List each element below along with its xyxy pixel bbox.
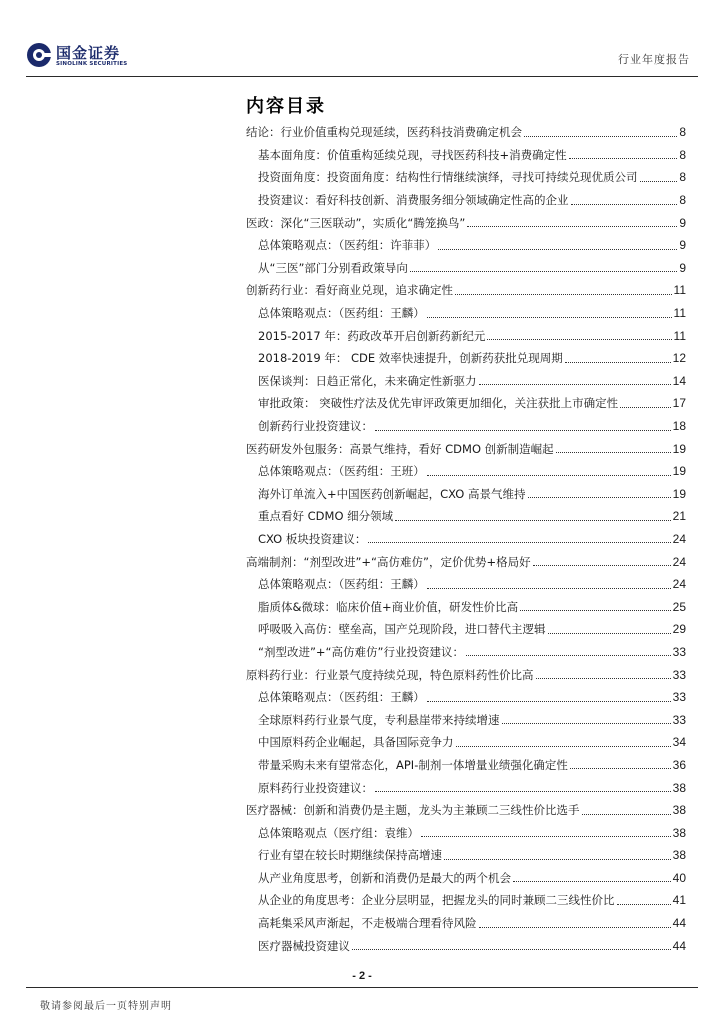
toc-subsection-entry[interactable] xyxy=(246,889,686,912)
toc-subsection-entry[interactable] xyxy=(246,234,686,257)
toc-leader-dots xyxy=(427,588,671,589)
toc-page-number: 11 xyxy=(673,306,686,321)
toc-entry-title: 原料药行业投资建议： xyxy=(258,780,373,795)
toc-subsection-entry[interactable] xyxy=(246,528,686,551)
toc-page-number: 29 xyxy=(672,622,686,637)
toc-subsection-entry[interactable] xyxy=(246,731,686,754)
toc-page-number: 9 xyxy=(679,238,686,253)
toc-subsection-entry[interactable] xyxy=(246,302,686,325)
toc-page-number: 33 xyxy=(672,712,686,727)
toc-leader-dots xyxy=(368,542,670,543)
toc-entry-title: 2018-2019 年： CDE 效率快速提升，创新药获批兑现周期 xyxy=(258,351,563,366)
toc-section-entry[interactable] xyxy=(246,211,686,234)
footer-divider xyxy=(26,987,698,988)
toc-page-number: 33 xyxy=(672,667,686,682)
toc-entry-title: 带量采购未来有望常态化，API-制剂一体增量业绩强化确定性 xyxy=(258,757,568,772)
toc-leader-dots xyxy=(479,927,671,928)
toc-page-number: 8 xyxy=(679,193,686,208)
toc-section-entry[interactable] xyxy=(246,663,686,686)
toc-entry-title: 创新药行业投资建议： xyxy=(258,419,373,434)
toc-leader-dots xyxy=(620,407,670,408)
toc-entry-title: 创新药行业：看好商业兑现，追求确定性 xyxy=(246,283,453,298)
toc-section-entry[interactable] xyxy=(246,279,686,302)
toc-entry-title: 总体策略观点：（医药组：许菲菲） xyxy=(258,238,437,253)
toc-entry-title: 结论：行业价值重构兑现延续，医药科技消费确定机会 xyxy=(246,125,522,140)
toc-leader-dots xyxy=(533,565,671,566)
toc-entry-title: 从“三医”部门分别看政策导向 xyxy=(258,260,408,275)
toc-page-number: 14 xyxy=(672,373,686,388)
toc-page-number: 44 xyxy=(672,938,686,953)
toc-entry-title: 行业有望在较长时期继续保持高增速 xyxy=(258,848,442,863)
toc-leader-dots xyxy=(528,497,671,498)
toc-page-number: 9 xyxy=(679,260,686,275)
toc-entry-title: 医保谈判：日趋正常化，未来确定性新驱力 xyxy=(258,373,477,388)
toc-page-number: 12 xyxy=(672,351,686,366)
toc-leader-dots xyxy=(479,384,671,385)
toc-subsection-entry[interactable] xyxy=(246,415,686,438)
toc-page-number: 18 xyxy=(672,419,686,434)
toc-leader-dots xyxy=(520,610,671,611)
toc-entry-title: 从企业的角度思考：企业分层明显，把握龙头的同时兼顾二三线性价比 xyxy=(258,893,615,908)
toc-entry-title: 原料药行业：行业景气度持续兑现，特色原料药性价比高 xyxy=(246,667,534,682)
toc-entry-title: “剂型改进”+“高仿难仿”行业投资建议： xyxy=(258,644,464,659)
toc-leader-dots xyxy=(456,746,671,747)
toc-subsection-entry[interactable] xyxy=(246,257,686,280)
toc-page-number: 40 xyxy=(672,870,686,885)
toc-subsection-entry[interactable] xyxy=(246,144,686,167)
toc-page-number: 11 xyxy=(673,283,686,298)
toc-page-number: 19 xyxy=(672,486,686,501)
toc-entry-title: 海外订单流入+中国医药创新崛起，CXO 高景气维持 xyxy=(258,486,526,501)
toc-page-number: 17 xyxy=(672,396,686,411)
toc-subsection-entry[interactable] xyxy=(246,821,686,844)
toc-entry-title: 从产业角度思考，创新和消费仍是最大的两个机会 xyxy=(258,870,511,885)
toc-page-number: 19 xyxy=(672,464,686,479)
toc-subsection-entry[interactable] xyxy=(246,392,686,415)
header-divider xyxy=(26,76,698,77)
toc-subsection-entry[interactable] xyxy=(246,776,686,799)
toc-title: 内容目录 xyxy=(246,96,326,117)
toc-entry-title: 总体策略观点：（医药组：王麟） xyxy=(258,577,425,592)
toc-leader-dots xyxy=(487,339,671,340)
toc-entry-title: 脂质体&微球：临床价值+商业价值，研发性价比高 xyxy=(258,599,519,614)
toc-page-number: 38 xyxy=(672,825,686,840)
toc-leader-dots xyxy=(502,723,671,724)
toc-entry-title: 高耗集采风声渐起，不走极端合理看待风险 xyxy=(258,916,477,931)
toc-page-number: 33 xyxy=(672,690,686,705)
toc-subsection-entry[interactable] xyxy=(246,166,686,189)
toc-page-number: 8 xyxy=(679,125,686,140)
toc-entry-title: 中国原料药企业崛起，具备国际竞争力 xyxy=(258,735,454,750)
toc-leader-dots xyxy=(513,881,671,882)
toc-page-number: 25 xyxy=(672,599,686,614)
toc-page-number: 38 xyxy=(672,803,686,818)
toc-entry-title: 重点看好 CDMO 细分领域 xyxy=(258,509,394,524)
toc-leader-dots xyxy=(375,791,671,792)
toc-subsection-entry[interactable] xyxy=(246,867,686,890)
toc-page-number: 33 xyxy=(672,644,686,659)
toc-section-entry[interactable] xyxy=(246,437,686,460)
toc-page-number: 24 xyxy=(672,577,686,592)
toc-leader-dots xyxy=(556,452,671,453)
toc-entry-title: 医药研发外包服务：高景气维持，看好 CDMO 创新制造崛起 xyxy=(246,441,554,456)
toc-page-number: 41 xyxy=(672,893,686,908)
toc-leader-dots xyxy=(410,271,677,272)
toc-leader-dots xyxy=(571,204,678,205)
toc-entry-title: 投资建议：看好科技创新、消费服务细分领域确定性高的企业 xyxy=(258,193,569,208)
page-header xyxy=(26,36,698,78)
toc-page-number: 8 xyxy=(679,147,686,162)
toc-page-number: 24 xyxy=(672,531,686,546)
toc-subsection-entry[interactable] xyxy=(246,595,686,618)
toc-subsection-entry[interactable] xyxy=(246,686,686,709)
toc-page-number: 38 xyxy=(672,848,686,863)
toc-entry-title: 总体策略观点：（医药组：王麟） xyxy=(258,306,425,321)
toc-leader-dots xyxy=(640,181,678,182)
toc-subsection-entry[interactable] xyxy=(246,641,686,664)
toc-leader-dots xyxy=(569,158,678,159)
toc-leader-dots xyxy=(565,362,671,363)
toc-section-entry[interactable] xyxy=(246,799,686,822)
toc-leader-dots xyxy=(427,475,671,476)
toc-entry-title: 全球原料药行业景气度，专利悬崖带来持续增速 xyxy=(258,712,500,727)
report-type-label: 行业年度报告 xyxy=(618,53,690,66)
toc-page-number: 36 xyxy=(672,757,686,772)
toc-entry-title: 总体策略观点：（医药组：王麟） xyxy=(258,690,425,705)
toc-leader-dots xyxy=(617,904,671,905)
toc-entry-title: 总体策略观点：（医药组：王班） xyxy=(258,464,425,479)
toc-subsection-entry[interactable] xyxy=(246,460,686,483)
toc-entry-title: 医疗器械：创新和消费仍是主题，龙头为主兼顾二三线性价比选手 xyxy=(246,803,580,818)
toc-subsection-entry[interactable] xyxy=(246,324,686,347)
toc-entry-title: 总体策略观点（医疗组：袁维） xyxy=(258,825,419,840)
toc-page-number: 44 xyxy=(672,916,686,931)
toc-leader-dots xyxy=(427,701,671,702)
toc-leader-dots xyxy=(375,430,671,431)
toc-leader-dots xyxy=(438,249,677,250)
toc-leader-dots xyxy=(582,814,671,815)
toc-entry-title: 2015-2017 年：药政改革开启创新药新纪元 xyxy=(258,328,486,343)
disclaimer-note: 敬请参阅最后一页特别声明 xyxy=(40,1001,172,1012)
toc-leader-dots xyxy=(444,859,671,860)
logo-chinese-name: 国金证券 xyxy=(56,44,121,62)
toc-page-number: 34 xyxy=(672,735,686,750)
toc-subsection-entry[interactable] xyxy=(246,754,686,777)
toc-entry-title: 医疗器械投资建议 xyxy=(258,938,350,953)
toc-leader-dots xyxy=(352,949,671,950)
toc-entry-title: 呼吸吸入高仿：壁垒高，国产兑现阶段，进口替代主逻辑 xyxy=(258,622,546,637)
toc-page-number: 21 xyxy=(672,509,686,524)
toc-subsection-entry[interactable] xyxy=(246,189,686,212)
toc-leader-dots xyxy=(395,520,670,521)
table-of-contents xyxy=(246,121,686,957)
toc-entry-title: 医政：深化“三医联动”，实质化“腾笼换鸟” xyxy=(246,215,466,230)
toc-page-number: 8 xyxy=(679,170,686,185)
toc-subsection-entry[interactable] xyxy=(246,912,686,935)
toc-leader-dots xyxy=(548,633,671,634)
toc-subsection-entry[interactable] xyxy=(246,483,686,506)
toc-leader-dots xyxy=(467,226,677,227)
page-number: - 2 - xyxy=(352,970,372,982)
toc-leader-dots xyxy=(536,678,671,679)
toc-entry-title: 投资面角度：投资面角度：结构性行情继续演绎，寻找可持续兑现优质公司 xyxy=(258,170,638,185)
logo-mark-icon xyxy=(26,42,52,68)
toc-subsection-entry[interactable] xyxy=(246,618,686,641)
toc-section-entry[interactable] xyxy=(246,121,686,144)
toc-leader-dots xyxy=(421,836,671,837)
toc-entry-title: 审批政策： 突破性疗法及优先审评政策更加细化，关注获批上市确定性 xyxy=(258,396,619,411)
toc-entry-title: 基本面角度：价值重构延续兑现，寻找医药科技+消费确定性 xyxy=(258,147,567,162)
toc-subsection-entry[interactable] xyxy=(246,934,686,957)
toc-leader-dots xyxy=(524,136,677,137)
toc-subsection-entry[interactable] xyxy=(246,708,686,731)
toc-page-number: 19 xyxy=(672,441,686,456)
logo-english-name: SINOLINK SECURITIES xyxy=(56,61,128,67)
toc-page-number: 24 xyxy=(672,554,686,569)
toc-leader-dots xyxy=(570,768,671,769)
toc-page-number: 11 xyxy=(673,328,686,343)
toc-page-number: 9 xyxy=(679,215,686,230)
toc-leader-dots xyxy=(427,317,672,318)
toc-subsection-entry[interactable] xyxy=(246,844,686,867)
toc-page-number: 38 xyxy=(672,780,686,795)
toc-subsection-entry[interactable] xyxy=(246,370,686,393)
toc-subsection-entry[interactable] xyxy=(246,573,686,596)
company-logo xyxy=(26,40,136,72)
toc-entry-title: CXO 板块投资建议： xyxy=(258,531,367,546)
toc-leader-dots xyxy=(466,655,671,656)
toc-subsection-entry[interactable] xyxy=(246,505,686,528)
toc-entry-title: 高端制剂：“剂型改进”+“高仿难仿”，定价优势+格局好 xyxy=(246,554,531,569)
toc-section-entry[interactable] xyxy=(246,550,686,573)
toc-leader-dots xyxy=(455,294,672,295)
toc-subsection-entry[interactable] xyxy=(246,347,686,370)
